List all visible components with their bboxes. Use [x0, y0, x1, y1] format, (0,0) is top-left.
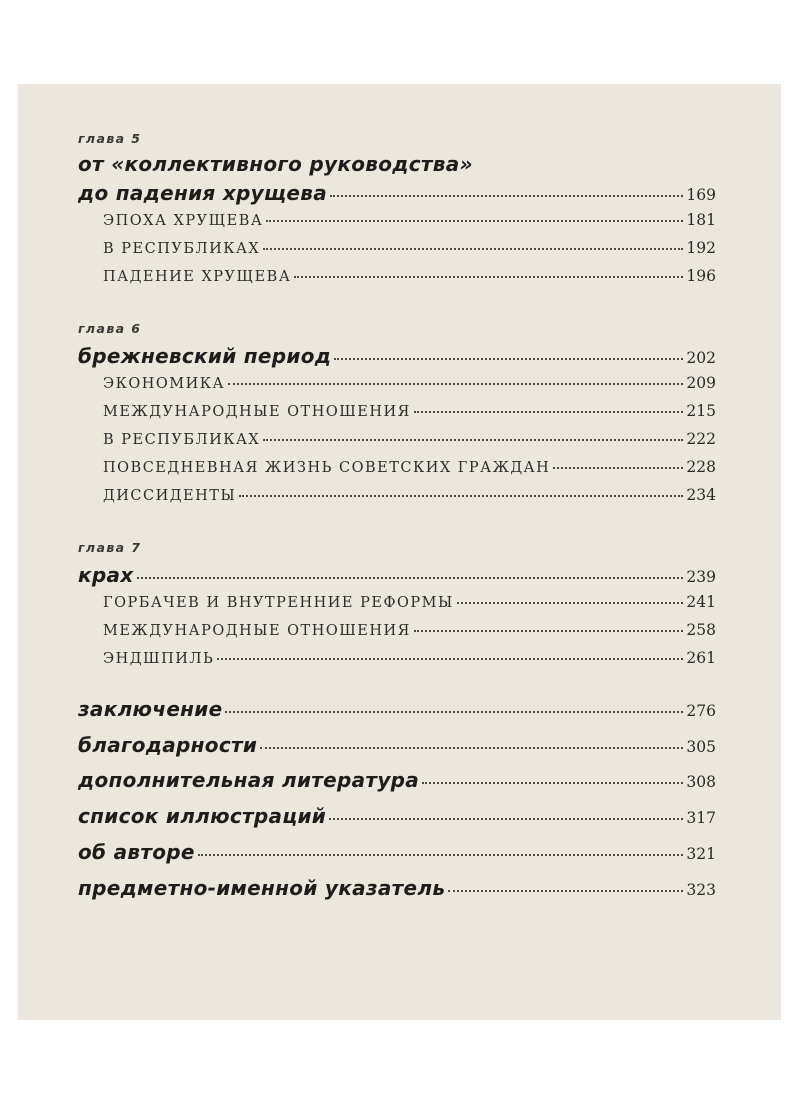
dot-leader — [263, 439, 683, 441]
toc-subentry[interactable] — [103, 402, 716, 432]
dot-leader — [260, 747, 683, 749]
page-number: 234 — [686, 486, 716, 504]
toc-subentry[interactable] — [103, 458, 716, 488]
dot-leader — [553, 467, 683, 469]
dot-leader — [266, 220, 683, 222]
page-number: 181 — [686, 211, 716, 229]
toc-entry-further-reading[interactable] — [78, 768, 716, 798]
dot-leader — [330, 195, 683, 197]
entry-title: дополнительная литература — [78, 768, 420, 792]
toc-subentry[interactable] — [103, 649, 716, 679]
entry-title: об авторе — [78, 840, 195, 864]
page-number: 241 — [686, 593, 716, 611]
dot-leader — [217, 658, 683, 660]
entry-title: до падения хрущева — [78, 181, 328, 205]
dot-leader — [228, 383, 683, 385]
page-number: 276 — [686, 702, 716, 720]
entry-title: ДИССИДЕНТЫ — [103, 488, 237, 504]
page-number: 222 — [686, 430, 716, 448]
dot-leader — [263, 248, 683, 250]
chapter-7-label: глава 7 — [78, 540, 142, 555]
dot-leader — [198, 854, 684, 856]
entry-title: ПОВСЕДНЕВНАЯ ЖИЗНЬ СОВЕТСКИХ ГРАЖДАН — [103, 460, 551, 476]
page-number: 202 — [686, 349, 716, 367]
toc-subentry[interactable] — [103, 430, 716, 460]
entry-title: МЕЖДУНАРОДНЫЕ ОТНОШЕНИЯ — [103, 404, 411, 420]
entry-title: ПАДЕНИЕ ХРУЩЕВА — [103, 269, 292, 285]
toc-entry-index[interactable] — [78, 876, 716, 906]
dot-leader — [457, 602, 684, 604]
page-number: 261 — [686, 649, 716, 667]
dot-leader — [225, 711, 683, 713]
toc-subentry[interactable] — [103, 486, 716, 516]
entry-title: крах — [78, 563, 134, 587]
entry-title: В РЕСПУБЛИКАХ — [103, 432, 261, 448]
dot-leader — [422, 782, 683, 784]
entry-title: предметно-именной указатель — [78, 876, 446, 900]
page-number: 305 — [686, 738, 716, 756]
dot-leader — [334, 358, 683, 360]
page-number: 196 — [686, 267, 716, 285]
dot-leader — [448, 890, 683, 892]
toc-entry-chapter-6[interactable] — [78, 344, 716, 374]
entry-title: брежневский период — [78, 344, 332, 368]
toc-entry-conclusion[interactable] — [78, 697, 716, 727]
entry-title: список иллюстраций — [78, 804, 327, 828]
entry-title: ЭКОНОМИКА — [103, 376, 225, 392]
page-number: 228 — [686, 458, 716, 476]
toc-entry-illustrations[interactable] — [78, 804, 716, 834]
page-number: 308 — [686, 773, 716, 791]
entry-title: заключение — [78, 697, 223, 721]
chapter-5-title-line1: от «коллективного руководства» — [78, 152, 473, 176]
chapter-5-label: глава 5 — [78, 131, 142, 146]
page-number: 192 — [686, 239, 716, 257]
page-number: 169 — [686, 186, 716, 204]
chapter-6-label: глава 6 — [78, 321, 142, 336]
toc-subentry[interactable] — [103, 593, 716, 623]
dot-leader — [239, 495, 683, 497]
toc-entry-about-author[interactable] — [78, 840, 716, 870]
entry-title: В РЕСПУБЛИКАХ — [103, 241, 261, 257]
entry-title: МЕЖДУНАРОДНЫЕ ОТНОШЕНИЯ — [103, 623, 411, 639]
entry-title: ГОРБАЧЕВ И ВНУТРЕННИЕ РЕФОРМЫ — [103, 595, 454, 611]
entry-title: ЭНДШПИЛЬ — [103, 651, 215, 667]
entry-title: ЭПОХА ХРУЩЕВА — [103, 213, 264, 229]
page-number: 258 — [686, 621, 716, 639]
dot-leader — [137, 577, 684, 579]
page-number: 321 — [686, 845, 716, 863]
dot-leader — [414, 630, 684, 632]
toc-subentry[interactable] — [103, 374, 716, 404]
toc-subentry[interactable] — [103, 621, 716, 651]
toc-subentry[interactable] — [103, 239, 716, 269]
page-number: 215 — [686, 402, 716, 420]
page-number: 323 — [686, 881, 716, 899]
dot-leader — [414, 411, 684, 413]
entry-title: благодарности — [78, 733, 258, 757]
page-number: 239 — [686, 568, 716, 586]
dot-leader — [294, 276, 683, 278]
page-number: 209 — [686, 374, 716, 392]
dot-leader — [329, 818, 683, 820]
toc-entry-chapter-7[interactable] — [78, 563, 716, 593]
toc-subentry[interactable] — [103, 211, 716, 241]
toc-entry-chapter-5[interactable] — [78, 181, 716, 211]
toc-entry-acknowledgements[interactable] — [78, 733, 716, 763]
toc-subentry[interactable] — [103, 267, 716, 297]
page-number: 317 — [686, 809, 716, 827]
